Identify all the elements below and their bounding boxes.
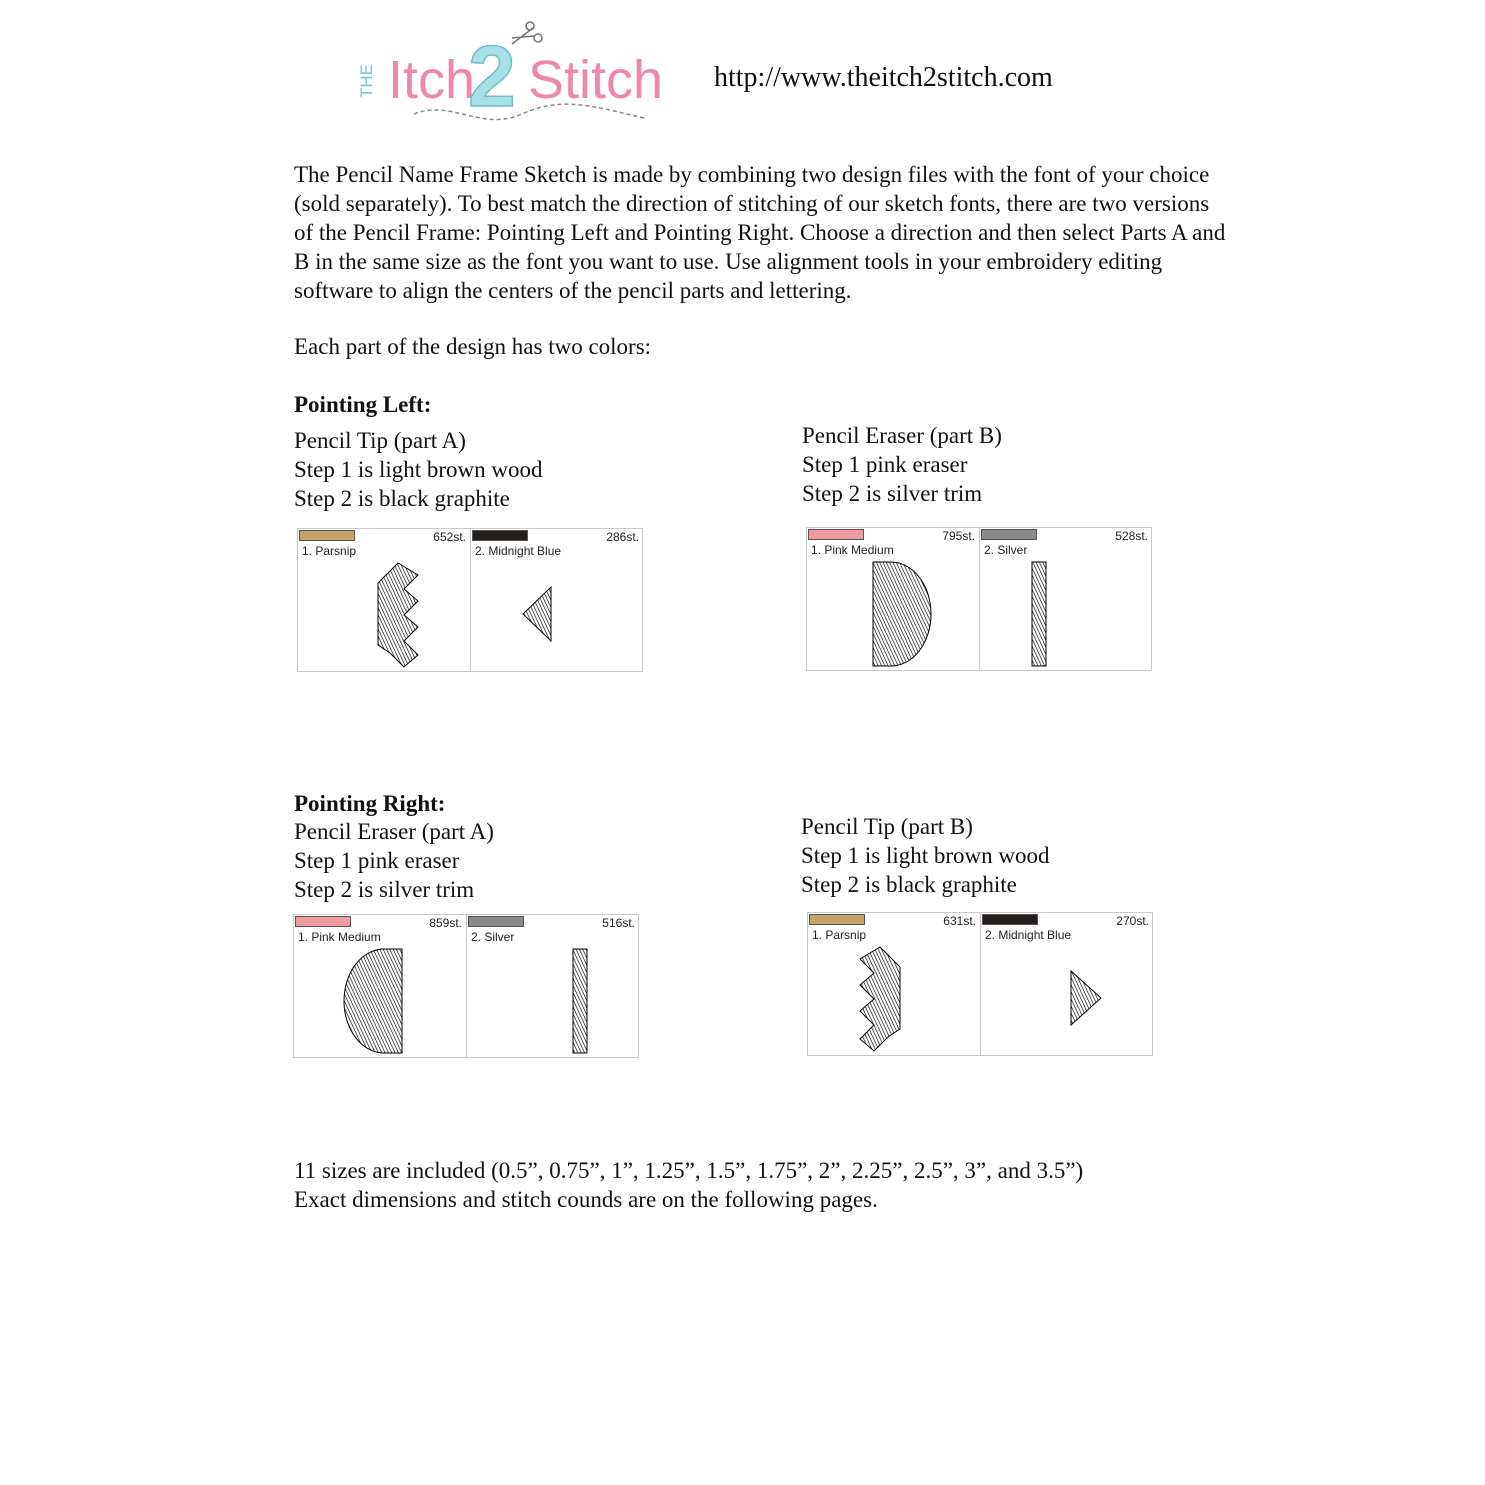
pointing-left-part-b-text <box>802 421 1002 508</box>
half-circle-left-icon <box>294 915 466 1057</box>
logo-icon <box>357 14 664 132</box>
color-name: 1. Parsnip <box>302 544 357 558</box>
color-name: 1. Parsnip <box>812 928 867 942</box>
pointing-right-part-b-step2: Step 2 is black graphite <box>801 872 1017 897</box>
color-cell <box>471 529 643 671</box>
color-cell <box>467 915 639 1057</box>
pointing-right-part-a-step1: Step 1 pink eraser <box>294 848 460 873</box>
logo-digit: 2 <box>468 29 516 125</box>
pointing-right-part-a-text <box>294 817 494 904</box>
pointing-right-title: Pointing Right: <box>294 791 446 816</box>
color-cell <box>294 915 467 1057</box>
color-cell <box>980 528 1152 670</box>
logo-prefix: THE <box>357 64 376 98</box>
stitch-count: 859st. <box>429 916 462 930</box>
sizes-note <box>294 1156 1083 1214</box>
stitch-count: 270st. <box>1116 914 1149 928</box>
pointing-left-part-a-step2: Step 2 is black graphite <box>294 486 510 511</box>
color-name: 2. Midnight Blue <box>985 928 1072 942</box>
stitch-count: 652st. <box>433 530 466 544</box>
pointing-right-part-a-step2: Step 2 is silver trim <box>294 877 475 902</box>
color-cell <box>981 913 1153 1055</box>
pointing-right-part-a-heading: Pencil Eraser (part A) <box>294 819 494 844</box>
triangle-right-icon <box>981 913 1153 1055</box>
stitch-count: 286st. <box>606 530 639 544</box>
bar-icon <box>980 528 1152 670</box>
color-name: 1. Pink Medium <box>811 543 894 557</box>
triangle-left-icon <box>471 529 643 671</box>
intro-text <box>294 160 1234 305</box>
color-panel-left-part-a <box>297 528 643 672</box>
stitch-count: 795st. <box>942 529 975 543</box>
color-name: 2. Silver <box>471 930 515 944</box>
stitch-count: 528st. <box>1115 529 1148 543</box>
pointing-left-part-b-heading: Pencil Eraser (part B) <box>802 423 1002 448</box>
half-circle-right-icon <box>807 528 979 670</box>
pointing-left-title: Pointing Left: <box>294 392 432 417</box>
color-panel-right-part-b <box>807 912 1153 1056</box>
intro-paragraph: The Pencil Name Frame Sketch is made by combining two design files with the font of your choice (sold separately). To best match the direction of stitching of our sketch fonts, there are two versions of the Pencil Frame: Pointing Left and Pointing Right. Choose a direction and then select Parts A and B in the same size as the font you want to use. Use alignment tools in your embroidery editing software to align the centers of the pencil parts and lettering. <box>294 162 1226 303</box>
pointing-left-part-a-heading: Pencil Tip (part A) <box>294 428 466 453</box>
logo-word-stitch: Stitch <box>528 50 664 110</box>
pointing-right-part-b-step1: Step 1 is light brown wood <box>801 843 1050 868</box>
color-cell <box>808 913 981 1055</box>
logo-word-itch: Itch <box>388 50 476 110</box>
color-name: 2. Silver <box>984 543 1028 557</box>
stitch-count: 631st. <box>943 914 976 928</box>
colors-line: Each part of the design has two colors: <box>294 334 652 359</box>
dimensions-line: Exact dimensions and stitch counds are on the following pages. <box>294 1187 878 1212</box>
color-cell <box>807 528 980 670</box>
brand-logo <box>357 14 664 132</box>
color-panel-right-part-a <box>293 914 639 1058</box>
pointing-left-part-b-step2: Step 2 is silver trim <box>802 481 983 506</box>
color-panel-left-part-b <box>806 527 1152 671</box>
zigzag-wood-right-icon <box>808 913 980 1055</box>
zigzag-wood-icon <box>298 529 470 671</box>
color-cell <box>298 529 471 671</box>
pointing-right-part-b-heading: Pencil Tip (part B) <box>801 814 973 839</box>
pointing-left-part-a-step1: Step 1 is light brown wood <box>294 457 543 482</box>
scissors-icon <box>512 22 542 44</box>
color-name: 1. Pink Medium <box>298 930 381 944</box>
bar-icon <box>467 915 639 1057</box>
website-url[interactable]: http://www.theitch2stitch.com <box>714 62 1053 93</box>
stitch-count: 516st. <box>602 916 635 930</box>
pointing-left-part-b-step1: Step 1 pink eraser <box>802 452 968 477</box>
color-name: 2. Midnight Blue <box>475 544 562 558</box>
pointing-right-part-b-text <box>801 812 1050 899</box>
pointing-left-part-a-text <box>294 426 543 513</box>
sizes-line: 11 sizes are included (0.5”, 0.75”, 1”, 1.25”, 1.5”, 1.75”, 2”, 2.25”, 2.5”, 3”, and 3.5”) <box>294 1158 1084 1183</box>
